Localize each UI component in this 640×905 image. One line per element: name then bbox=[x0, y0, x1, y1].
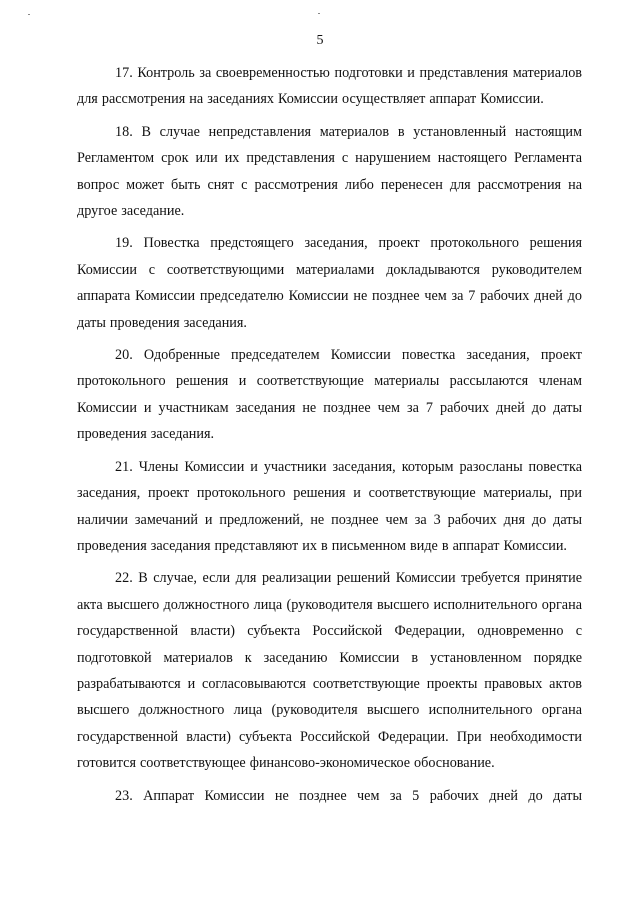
paragraph-17: 17. Контроль за своевременностью подготовки и представления материалов для рассмотрения на заседаниях Комиссии осуществляет аппарат Комиссии. bbox=[77, 65, 582, 108]
document-body bbox=[77, 60, 582, 815]
paragraph-20: 20. Одобренные председателем Комиссии повестка заседания, проект протокольного решения и соответствующие материалы рассылаются членам Комиссии и участникам заседания не позднее чем за 7 рабочих дней до даты проведения заседания. bbox=[77, 347, 582, 443]
paragraph-19: 19. Повестка предстоящего заседания, проект протокольного решения Комиссии с соответствующими материалами докладываются руководителем аппарата Комиссии председателю Комиссии не позднее чем за 7 рабочих дней до даты проведения заседания. bbox=[77, 235, 582, 331]
page-number: 5 bbox=[316, 33, 324, 48]
paragraph-23: 23. Аппарат Комиссии не позднее чем за 5 рабочих дней до даты bbox=[115, 787, 582, 804]
paragraph-22: 22. В случае, если для реализации решений Комиссии требуется принятие акта высшего должностного лица (руководителя высшего исполнительного органа государственной власти) субъекта Российской Федерации, одновременно с подготовкой материалов к заседанию Комиссии в установленном порядке разрабатываются и согласовываются соответствующие проекты правовых актов высшего должностного лица (руководителя высшего исполнительного органа государственной власти) субъекта Российской Федерации. При необходимости готовится соответствующее финансово-экономическое обоснование. bbox=[77, 570, 582, 772]
paragraph-18: 18. В случае непредставления материалов в установленный настоящим Регламентом срок или их представления с нарушением настоящего Регламента вопрос может быть снят с рассмотрения либо перенесен для рассмотрения на другое заседание. bbox=[77, 123, 582, 220]
scan-speck bbox=[318, 13, 320, 14]
scan-speck bbox=[28, 14, 30, 15]
paragraph-21: 21. Члены Комиссии и участники заседания, которым разосланы повестка заседания, проект протокольного решения и соответствующие материалы, при наличии замечаний и предложений, не позднее чем за 3 рабочих дня до даты проведения заседания представляют их в письменном виде в аппарат Комиссии. bbox=[77, 458, 582, 554]
